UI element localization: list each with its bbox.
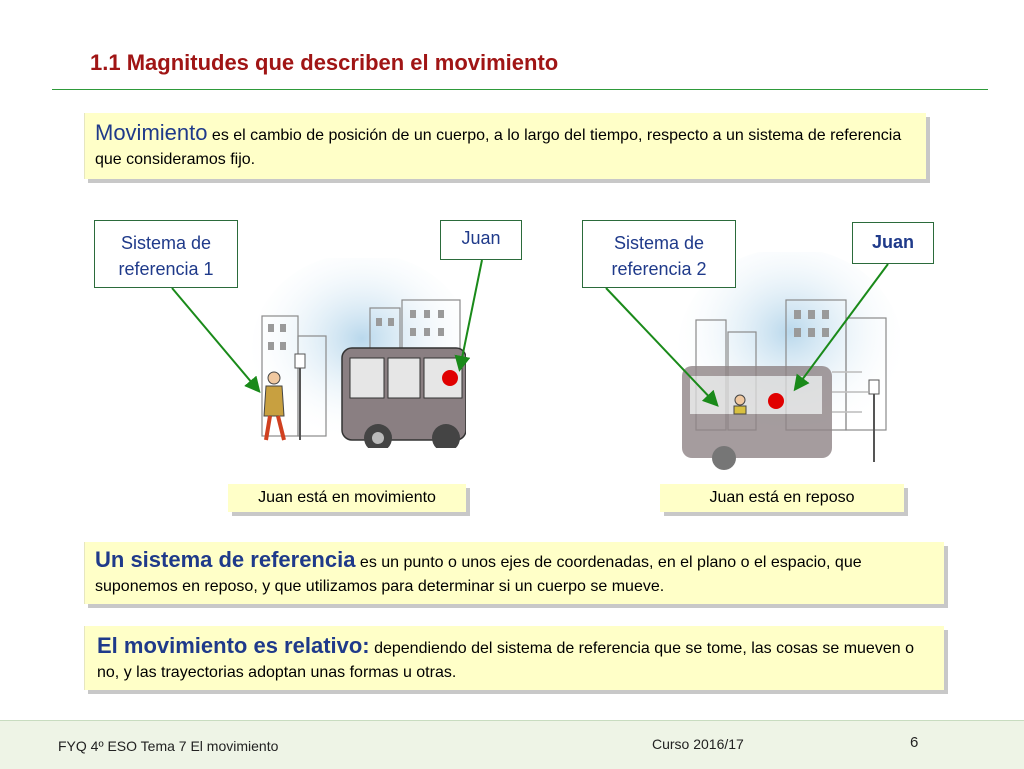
footer-course-info: FYQ 4º ESO Tema 7 El movimiento [58, 738, 279, 754]
movement-definition-text: es el cambio de posición de un cuerpo, a lo largo del tiempo, respecto a un sistema de referencia que consideramos fijo. [95, 127, 902, 168]
juan-marker-scene2 [768, 393, 784, 409]
reference-system-definition-text: es un punto o unos ejes de coordenadas, en el plano o el espacio, que suponemos en reposo, y que utilizamos para determinar si un cuerpo se mueve. [95, 554, 862, 595]
arrow-juan-inside-bus [796, 264, 888, 388]
reference-system-2-label: Sistema de referencia 2 [582, 220, 736, 288]
footer-year: Curso 2016/17 [652, 736, 744, 752]
arrow-ref2-to-bus [606, 288, 716, 404]
reference-system-1-label: Sistema de referencia 1 [94, 220, 238, 288]
page-number: 6 [910, 734, 919, 751]
arrow-ref1-to-observer [172, 288, 258, 390]
movement-term: Movimiento [95, 120, 208, 145]
state-moving-caption: Juan está en movimiento [228, 484, 466, 512]
slide-title: 1.1 Magnitudes que describen el movimiento [90, 50, 559, 75]
state-rest-caption: Juan está en reposo [660, 484, 904, 512]
reference-system-term: Un sistema de referencia [95, 547, 356, 572]
relative-motion-term: El movimiento es relativo: [97, 633, 370, 658]
reference-system-definition-box [84, 542, 944, 604]
juan-label-2: Juan [852, 222, 934, 264]
relative-motion-text: dependiendo del sistema de referencia que se tome, las cosas se mueven o no, y las trayectorias adoptan unas formas u otras. [97, 640, 914, 681]
arrow-juan-to-bus [460, 260, 482, 368]
relative-motion-box [84, 626, 944, 690]
juan-marker-scene1 [442, 370, 458, 386]
juan-label-1: Juan [440, 220, 522, 260]
